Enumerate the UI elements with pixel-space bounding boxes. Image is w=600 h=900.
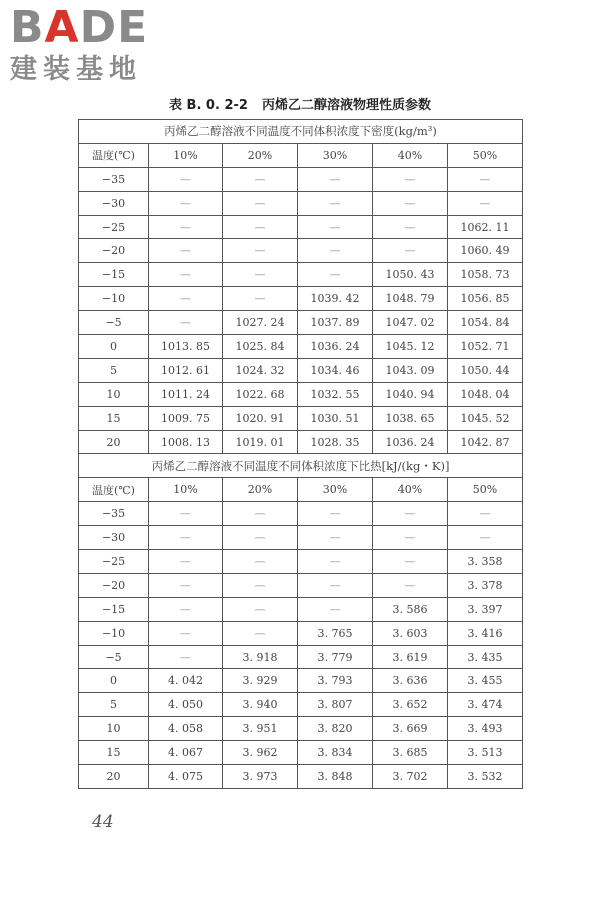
temperature-cell: 10 xyxy=(79,717,149,741)
table-row xyxy=(79,335,523,359)
value-cell: 3. 435 xyxy=(448,645,523,669)
table-number: 表 B. 0. 2-2 xyxy=(169,98,248,113)
value-cell: — xyxy=(373,191,448,215)
value-cell: — xyxy=(149,550,223,574)
value-cell: 3. 416 xyxy=(448,621,523,645)
temperature-cell: −5 xyxy=(79,645,149,669)
value-cell: 1058. 73 xyxy=(448,263,523,287)
value-cell: 1027. 24 xyxy=(223,311,298,335)
value-cell: — xyxy=(298,502,373,526)
value-cell: 3. 685 xyxy=(373,741,448,765)
logo-subtitle: 建装基地 xyxy=(10,54,142,85)
temperature-cell: −25 xyxy=(79,550,149,574)
value-cell: — xyxy=(149,287,223,311)
temperature-cell: 0 xyxy=(79,335,149,359)
value-cell: — xyxy=(223,167,298,191)
table-row xyxy=(79,406,523,430)
value-cell: — xyxy=(223,573,298,597)
concentration-header: 10% xyxy=(149,478,223,502)
concentration-header: 30% xyxy=(298,478,373,502)
value-cell: — xyxy=(149,263,223,287)
temperature-cell: 20 xyxy=(79,765,149,789)
value-cell: 3. 636 xyxy=(373,669,448,693)
value-cell: 1019. 01 xyxy=(223,430,298,454)
value-cell: 1056. 85 xyxy=(448,287,523,311)
value-cell: 1050. 44 xyxy=(448,358,523,382)
value-cell: — xyxy=(373,215,448,239)
value-cell: — xyxy=(298,597,373,621)
brand-logo xyxy=(8,4,183,90)
temperature-cell: −15 xyxy=(79,263,149,287)
value-cell: 3. 765 xyxy=(298,621,373,645)
value-cell: — xyxy=(298,191,373,215)
value-cell: — xyxy=(223,502,298,526)
value-cell: 1042. 87 xyxy=(448,430,523,454)
value-cell: — xyxy=(448,191,523,215)
temperature-cell: 20 xyxy=(79,430,149,454)
concentration-header: 20% xyxy=(223,143,298,167)
header-row xyxy=(79,143,523,167)
value-cell: — xyxy=(298,215,373,239)
value-cell: 1025. 84 xyxy=(223,335,298,359)
value-cell: 1009. 75 xyxy=(149,406,223,430)
value-cell: 1036. 24 xyxy=(298,335,373,359)
temperature-cell: −5 xyxy=(79,311,149,335)
temperature-cell: −35 xyxy=(79,167,149,191)
value-cell: 1050. 43 xyxy=(373,263,448,287)
value-cell: — xyxy=(448,526,523,550)
value-cell: — xyxy=(223,621,298,645)
value-cell: 3. 951 xyxy=(223,717,298,741)
value-cell: 3. 820 xyxy=(298,717,373,741)
table-row xyxy=(79,526,523,550)
value-cell: — xyxy=(223,526,298,550)
value-cell: — xyxy=(149,621,223,645)
table-row xyxy=(79,645,523,669)
value-cell: 1024. 32 xyxy=(223,358,298,382)
section-title-row xyxy=(79,120,523,144)
value-cell: 1048. 79 xyxy=(373,287,448,311)
value-cell: 3. 474 xyxy=(448,693,523,717)
table-row xyxy=(79,717,523,741)
value-cell: 3. 532 xyxy=(448,765,523,789)
value-cell: 3. 358 xyxy=(448,550,523,574)
value-cell: — xyxy=(149,167,223,191)
value-cell: 1039. 42 xyxy=(298,287,373,311)
value-cell: — xyxy=(223,263,298,287)
value-cell: 1060. 49 xyxy=(448,239,523,263)
value-cell: — xyxy=(373,502,448,526)
value-cell: 3. 619 xyxy=(373,645,448,669)
value-cell: 3. 793 xyxy=(298,669,373,693)
temperature-cell: −10 xyxy=(79,287,149,311)
value-cell: 1047. 02 xyxy=(373,311,448,335)
value-cell: 4. 075 xyxy=(149,765,223,789)
table-row xyxy=(79,191,523,215)
value-cell: — xyxy=(149,502,223,526)
value-cell: — xyxy=(149,191,223,215)
value-cell: 1062. 11 xyxy=(448,215,523,239)
value-cell: 1052. 71 xyxy=(448,335,523,359)
table-row xyxy=(79,693,523,717)
table-row xyxy=(79,167,523,191)
value-cell: 1037. 89 xyxy=(298,311,373,335)
temperature-cell: 10 xyxy=(79,382,149,406)
value-cell: 1045. 12 xyxy=(373,335,448,359)
value-cell: — xyxy=(298,526,373,550)
value-cell: 3. 962 xyxy=(223,741,298,765)
table-row xyxy=(79,597,523,621)
value-cell: — xyxy=(223,550,298,574)
temperature-cell: −35 xyxy=(79,502,149,526)
value-cell: — xyxy=(373,526,448,550)
table-row xyxy=(79,550,523,574)
temperature-cell: −25 xyxy=(79,215,149,239)
value-cell: — xyxy=(298,550,373,574)
header-row xyxy=(79,478,523,502)
value-cell: 3. 378 xyxy=(448,573,523,597)
value-cell: — xyxy=(448,167,523,191)
value-cell: 1022. 68 xyxy=(223,382,298,406)
value-cell: — xyxy=(149,573,223,597)
table-row xyxy=(79,382,523,406)
value-cell: 1043. 09 xyxy=(373,358,448,382)
value-cell: 4. 042 xyxy=(149,669,223,693)
value-cell: 3. 455 xyxy=(448,669,523,693)
value-cell: — xyxy=(149,215,223,239)
value-cell: 3. 940 xyxy=(223,693,298,717)
temperature-cell: 15 xyxy=(79,406,149,430)
temperature-cell: 5 xyxy=(79,693,149,717)
temperature-cell: −20 xyxy=(79,573,149,597)
table-row xyxy=(79,263,523,287)
temperature-cell: −20 xyxy=(79,239,149,263)
table-row xyxy=(79,669,523,693)
value-cell: 1048. 04 xyxy=(448,382,523,406)
value-cell: 3. 848 xyxy=(298,765,373,789)
value-cell: 1020. 91 xyxy=(223,406,298,430)
value-cell: 1040. 94 xyxy=(373,382,448,406)
value-cell: — xyxy=(223,287,298,311)
temperature-header: 温度(℃) xyxy=(79,478,149,502)
concentration-header: 10% xyxy=(149,143,223,167)
table-caption xyxy=(0,94,600,113)
value-cell: 3. 652 xyxy=(373,693,448,717)
value-cell: 3. 513 xyxy=(448,741,523,765)
temperature-cell: 15 xyxy=(79,741,149,765)
value-cell: 1032. 55 xyxy=(298,382,373,406)
value-cell: 3. 834 xyxy=(298,741,373,765)
table-title: 丙烯乙二醇溶液物理性质参数 xyxy=(261,98,431,113)
value-cell: 3. 493 xyxy=(448,717,523,741)
value-cell: 1034. 46 xyxy=(298,358,373,382)
table-row xyxy=(79,573,523,597)
value-cell: 1030. 51 xyxy=(298,406,373,430)
properties-table xyxy=(78,119,523,789)
value-cell: — xyxy=(149,239,223,263)
table-row xyxy=(79,287,523,311)
temperature-cell: −15 xyxy=(79,597,149,621)
temperature-cell: −30 xyxy=(79,191,149,215)
value-cell: 3. 929 xyxy=(223,669,298,693)
value-cell: 3. 779 xyxy=(298,645,373,669)
section-title-row xyxy=(79,454,523,478)
value-cell: — xyxy=(448,502,523,526)
value-cell: 3. 702 xyxy=(373,765,448,789)
concentration-header: 50% xyxy=(448,478,523,502)
value-cell: 3. 807 xyxy=(298,693,373,717)
value-cell: 3. 603 xyxy=(373,621,448,645)
table-row xyxy=(79,239,523,263)
table-row xyxy=(79,765,523,789)
value-cell: — xyxy=(223,215,298,239)
table-row xyxy=(79,741,523,765)
section-title: 丙烯乙二醇溶液不同温度不同体积浓度下密度(kg/m³) xyxy=(79,120,523,144)
value-cell: 4. 058 xyxy=(149,717,223,741)
value-cell: 4. 067 xyxy=(149,741,223,765)
value-cell: — xyxy=(298,263,373,287)
value-cell: 1011. 24 xyxy=(149,382,223,406)
value-cell: 3. 973 xyxy=(223,765,298,789)
value-cell: 3. 669 xyxy=(373,717,448,741)
value-cell: — xyxy=(223,597,298,621)
concentration-header: 40% xyxy=(373,143,448,167)
value-cell: 3. 586 xyxy=(373,597,448,621)
temperature-cell: −10 xyxy=(79,621,149,645)
value-cell: 4. 050 xyxy=(149,693,223,717)
concentration-header: 50% xyxy=(448,143,523,167)
value-cell: — xyxy=(149,311,223,335)
value-cell: — xyxy=(373,550,448,574)
table-row xyxy=(79,502,523,526)
value-cell: 1054. 84 xyxy=(448,311,523,335)
concentration-header: 20% xyxy=(223,478,298,502)
table-row xyxy=(79,311,523,335)
value-cell: — xyxy=(373,167,448,191)
value-cell: — xyxy=(149,526,223,550)
value-cell: — xyxy=(223,191,298,215)
value-cell: — xyxy=(373,239,448,263)
concentration-header: 30% xyxy=(298,143,373,167)
table-row xyxy=(79,358,523,382)
value-cell: — xyxy=(298,573,373,597)
value-cell: 3. 397 xyxy=(448,597,523,621)
value-cell: — xyxy=(373,573,448,597)
value-cell: — xyxy=(149,645,223,669)
value-cell: 1013. 85 xyxy=(149,335,223,359)
concentration-header: 40% xyxy=(373,478,448,502)
temperature-cell: 5 xyxy=(79,358,149,382)
value-cell: 1045. 52 xyxy=(448,406,523,430)
temperature-cell: −30 xyxy=(79,526,149,550)
value-cell: 1038. 65 xyxy=(373,406,448,430)
value-cell: 3. 918 xyxy=(223,645,298,669)
value-cell: 1008. 13 xyxy=(149,430,223,454)
table-row xyxy=(79,621,523,645)
value-cell: — xyxy=(298,239,373,263)
value-cell: 1036. 24 xyxy=(373,430,448,454)
temperature-header: 温度(℃) xyxy=(79,143,149,167)
table-row xyxy=(79,430,523,454)
value-cell: 1028. 35 xyxy=(298,430,373,454)
value-cell: — xyxy=(149,597,223,621)
logo-wordmark: BADE xyxy=(10,2,149,53)
value-cell: — xyxy=(223,239,298,263)
value-cell: — xyxy=(298,167,373,191)
section-title: 丙烯乙二醇溶液不同温度不同体积浓度下比热[kJ/(kg・K)] xyxy=(79,454,523,478)
value-cell: 1012. 61 xyxy=(149,358,223,382)
page-number: 44 xyxy=(92,812,114,832)
table-row xyxy=(79,215,523,239)
temperature-cell: 0 xyxy=(79,669,149,693)
